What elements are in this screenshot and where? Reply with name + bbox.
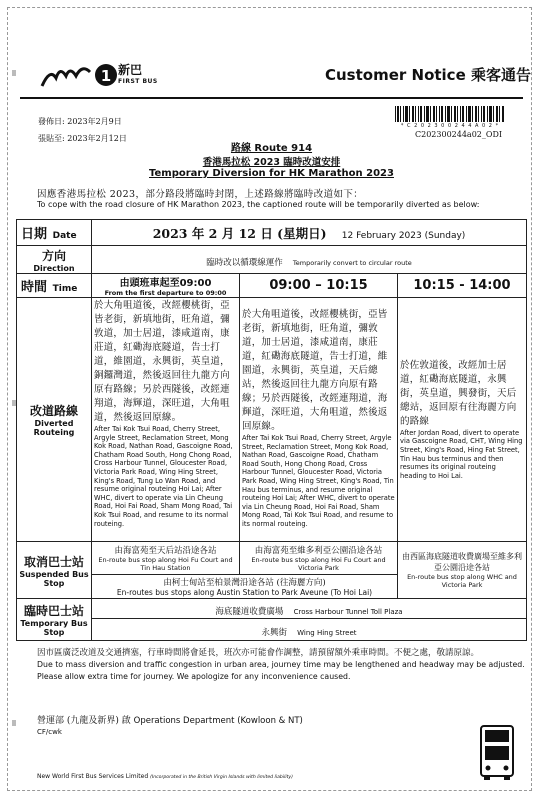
- temp-label: 臨時巴士站 Temporary Bus Stop: [17, 599, 92, 641]
- route-col1: 於大角咀道後，改經櫻桃街，亞皆老街，新填地街，旺角道，彌敦道，加士居道，漆咸道南，康莊道，紅磡海底隧道，告士打道，維園道，永興街，英皇道，銅鑼灣道，然後返回往九龍方向原有路線；另於西隧後，改經連翔道，海輝道，深旺道，大角咀道，然後返回原線。 After Tai Kok Tsui Road, Cherry Street, Argyle Street, Reclamation Street, Mong Kok Road, Nathan Road, Gascoigne Road, Chatham Road South, Hong Chong Road, Cross Harbour Tunnel, Gloucester Road, Victoria Park Road, Wing Hing Street, King's Road, Tung Lo Wan Road, and resume original routeing Hoi Lai; After WHC, divert to operate via Lin Cheung Road, Hoi Fai Road, Sham Mong Road, Tai Kok Tsui Road, and resume to its normal routeing.: [92, 298, 240, 542]
- intro-zh: 因應香港馬拉松 2023，部分路段將臨時封閉，上述路線將臨時改道如下：: [37, 189, 364, 200]
- susp-col2: 由海富苑至維多利亞公園沿途各站 En-route bus stop along Hoi Fu Court and Victoria Park: [240, 542, 398, 575]
- notice-title: Customer Notice 乘客通告: [325, 66, 531, 84]
- route-col3: 於佐敦道後，改經加士居道，紅磡海底隧道，永興街，英皇道，興發街，天后總站，返回原有往海麗方向的路線 After Jordan Road, divert to operate via Gascoigne Road, CHT, Wing Hing Street, King's Road, Hing Fat Street, Tin Hau bus terminus and then resumes its original routeing heading to Hoi Lai.: [398, 298, 527, 542]
- reference-number: C202300244a02_ODI: [415, 130, 503, 139]
- department-zh: 營運部 (九龍及新界) 啟: [37, 716, 131, 726]
- company-line: [37, 773, 293, 780]
- time-col3: 10:15 - 14:00: [398, 274, 527, 298]
- department-en: Operations Department (Kowloon & NT): [133, 716, 303, 726]
- temp-stop-2: 永興街 Wing Hing Street: [92, 619, 527, 641]
- footer-note-en-1: Due to mass diversion and traffic congestion in urban area, journey time may be lengthened and headway may be adjusted.: [37, 660, 525, 669]
- suspended-row-1: [17, 542, 527, 575]
- svg-text:1: 1: [100, 67, 112, 85]
- suspended-label: 取消巴士站 Suspended Bus Stop: [17, 542, 92, 599]
- temp-stop-1: 海底隧道收費廣場 Cross Harbour Tunnel Toll Plaza: [92, 599, 527, 619]
- time-col1: 由頭班車起至09:00 From the first departure to 09:00: [92, 274, 240, 298]
- barcode: [395, 106, 505, 122]
- diverted-label: 改道路線 Diverted Routeing: [17, 298, 92, 542]
- first-bus-logo: [40, 60, 120, 90]
- time-row: [17, 274, 527, 298]
- bus-icon: [478, 724, 516, 780]
- direction-row: [17, 246, 527, 274]
- company-name: New World First Bus Services Limited: [37, 773, 149, 780]
- title-zh: 香港馬拉松 2023 臨時改道安排: [202, 157, 341, 168]
- footer-note-en-2: Please allow extra time for journey. We apologize for any inconvenience caused.: [37, 672, 351, 681]
- diverted-row: [17, 298, 527, 542]
- department-signoff: [37, 713, 303, 726]
- barcode-text: * C 2 0 2 3 0 0 2 4 4 A 0 2 *: [400, 123, 500, 129]
- header-divider: [20, 97, 523, 99]
- footer-note-zh: 因市區廣泛改道及交通擠塞，行車時間將會延長，班次亦可能會作調整，請預留額外乘車時間。不便之處，敬請原諒。: [37, 648, 480, 658]
- post-date: 張貼至: 2023年2月12日: [38, 134, 127, 143]
- susp-col1: 由海富苑至天后站沿途各站 En-route bus stop along Hoi Fu Court and Tin Hau Station: [92, 542, 240, 575]
- date-label: 日期 Date: [17, 220, 92, 246]
- direction-value: 臨時改以循環線運作 Temporarily convert to circular route: [92, 246, 527, 274]
- date-value: 2023 年 2 月 12 日 (星期日) 12 February 2023 (Sunday): [92, 220, 527, 246]
- brand-en: FIRST BUS: [118, 78, 158, 85]
- reference-initials: CF/cwk: [37, 728, 62, 736]
- route-col2: 於大角咀道後，改經櫻桃街，亞皆老街，新填地街，旺角道，彌敦道，加士居道，漆咸道南，康莊道，紅磡海底隧道，告士打道，維園道，永興街，英皇道，天后總站，然後返回往九龍方向原有路線；另於西隧後，改經連翔道，海輝道，深旺道，大角咀道，然後返回原線。 After Tai Kok Tsui Road, Cherry Street, Argyle Street, Reclamation Street, Mong Kok Road, Nathan Road, Gascoigne Road, Chatham Road South, Hong Chong Road, Cross Harbour Tunnel, Gloucester Road, Victoria Park Road, Wing Hing Street, King's Road, Tin Hau bus terminus, and resume original routeing Hoi Lai; After WHC, divert to operate via Lin Cheung Road, Hoi Fai Road, Sham Mong Road, Tai Kok Tsui Road, and resume to its normal routeing.: [240, 298, 398, 542]
- punch-hole: [12, 70, 16, 76]
- date-row: [17, 220, 527, 246]
- issue-date: 發佈日: 2023年2月9日: [38, 117, 122, 126]
- direction-label: 方向 Direction: [17, 246, 92, 274]
- brand-zh: 新巴: [118, 63, 143, 77]
- time-col2: 09:00 – 10:15: [240, 274, 398, 298]
- susp-col3: 由西區海底隧道收費廣場至維多利亞公園沿途各站 En-route bus stop along WHC and Victoria Park: [398, 542, 527, 599]
- punch-hole: [12, 720, 16, 726]
- company-note: (Incorporated in the British Virgin Islands with limited liability): [150, 775, 293, 780]
- temp-row-2: [17, 619, 527, 641]
- susp-merged: 由柯士甸站至柏景灣沿途各站 (往海麗方向) En-routes bus stops along Austin Station to Park Aveune (To Hoi Lai): [92, 575, 398, 599]
- temp-row-1: [17, 599, 527, 619]
- diversion-table: [16, 219, 527, 641]
- title-en: Temporary Diversion for HK Marathon 2023: [149, 168, 394, 179]
- route-title: 路線 Route 914: [230, 143, 313, 154]
- time-label: 時間 Time: [17, 274, 92, 298]
- intro-en: To cope with the road closure of HK Marathon 2023, the captioned route will be temporarily diverted as below:: [37, 200, 480, 209]
